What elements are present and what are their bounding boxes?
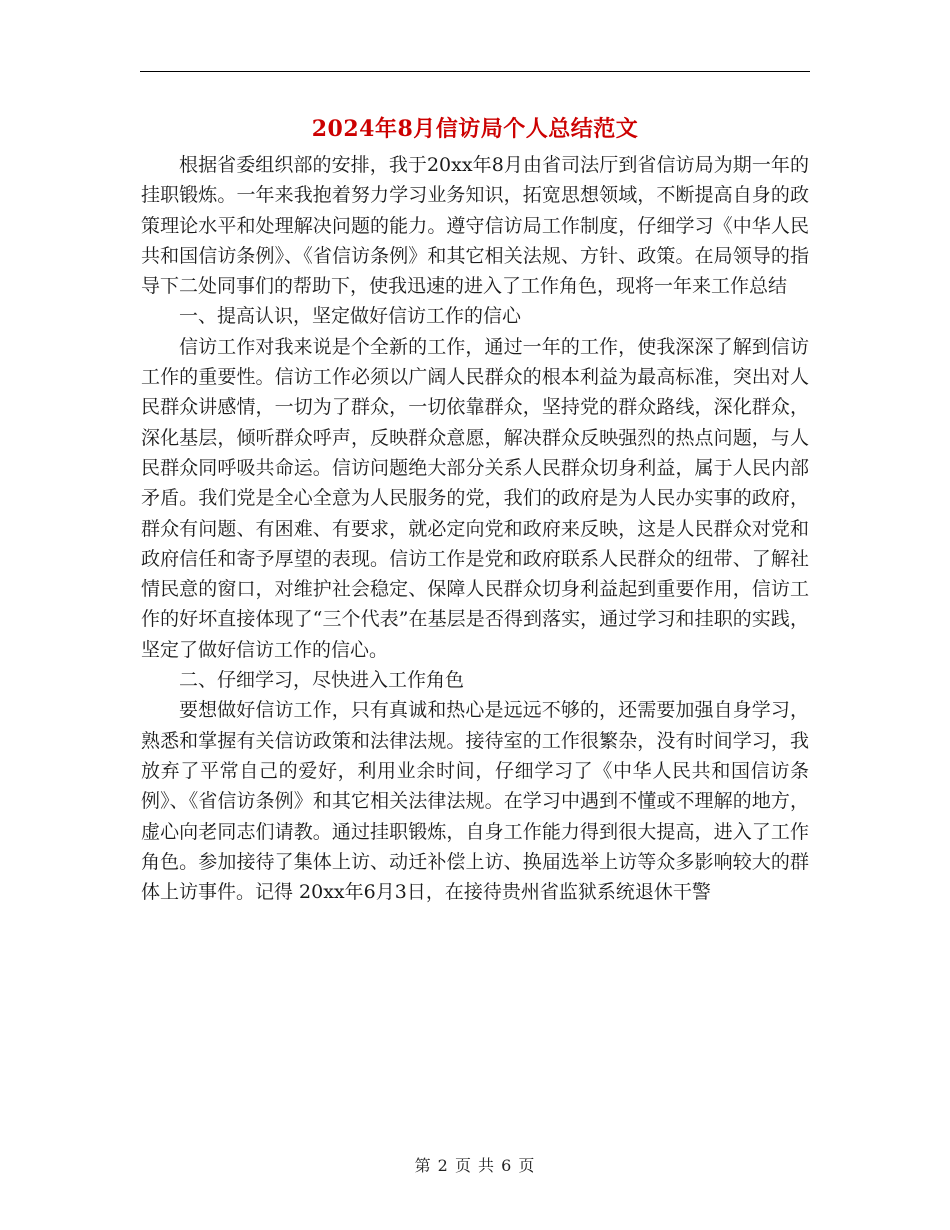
paragraph-section-2: 要想做好信访工作，只有真诚和热心是远远不够的，还需要加强自身学习，熟悉和掌握有关信访政策和法律法规。接待室的工作很繁杂，没有时间学习，我放弃了平常自己的爱好，利用业余时间，仔细学习了《中华人民共和国信访条例》、《省信访条例》和其它相关法律法规。在学习中遇到不懂或不理解的地方，虚心向老同志们请教。通过挂职锻炼，自身工作能力得到很大提高，进入了工作角色。参加接待了集体上访、动迁补偿上访、换届选举上访等众多影响较大的群体上访事件。记得 20xx年6月3日，在接待贵州省监狱系统退休干警 [141, 699, 809, 904]
section-heading-1: 一、提高认识，坚定做好信访工作的信心 [179, 305, 522, 328]
paragraph-intro: 根据省委组织部的安排，我于20xx年8月由省司法厅到省信访局为期一年的挂职锻炼。一年来我抱着努力学习业务知识，拓宽思想领域，不断提高自身的政策理论水平和处理解决问题的能力。遵守信访局工作制度，仔细学习《中华人民共和国信访条例》、《省信访条例》和其它相关法规、方针、政策。在局领导的指导下二处同事们的帮助下，使我迅速的进入了工作角色，现将一年来工作总结 [141, 154, 809, 298]
document-body [141, 150, 809, 907]
document-title: 2024年8月信访局个人总结范文 [311, 116, 639, 142]
section-heading-2: 二、仔细学习，尽快进入工作角色 [179, 669, 465, 692]
header-rule [140, 71, 810, 72]
page-number: 第 2 页 共 6 页 [414, 1156, 536, 1175]
paragraph-section-1: 信访工作对我来说是个全新的工作，通过一年的工作，使我深深了解到信访工作的重要性。信访工作必须以广阔人民群众的根本利益为最高标准，突出对人民群众讲感情，一切为了群众，一切依靠群众，坚持党的群众路线，深化群众，深化基层，倾听群众呼声，反映群众意愿，解决群众反映强烈的热点问题，与人民群众同呼吸共命运。信访问题绝大部分关系人民群众切身利益，属于人民内部矛盾。我们党是全心全意为人民服务的党，我们的政府是为人民办实事的政府，群众有问题、有困难、有要求，就必定向党和政府来反映，这是人民群众对党和政府信任和寄予厚望的表现。信访工作是党和政府联系人民群众的纽带、了解社情民意的窗口，对维护社会稳定、保障人民群众切身利益起到重要作用，信访工作的好坏直接体现了“三个代表”在基层是否得到落实，通过学习和挂职的实践，坚定了做好信访工作的信心。 [141, 335, 809, 661]
